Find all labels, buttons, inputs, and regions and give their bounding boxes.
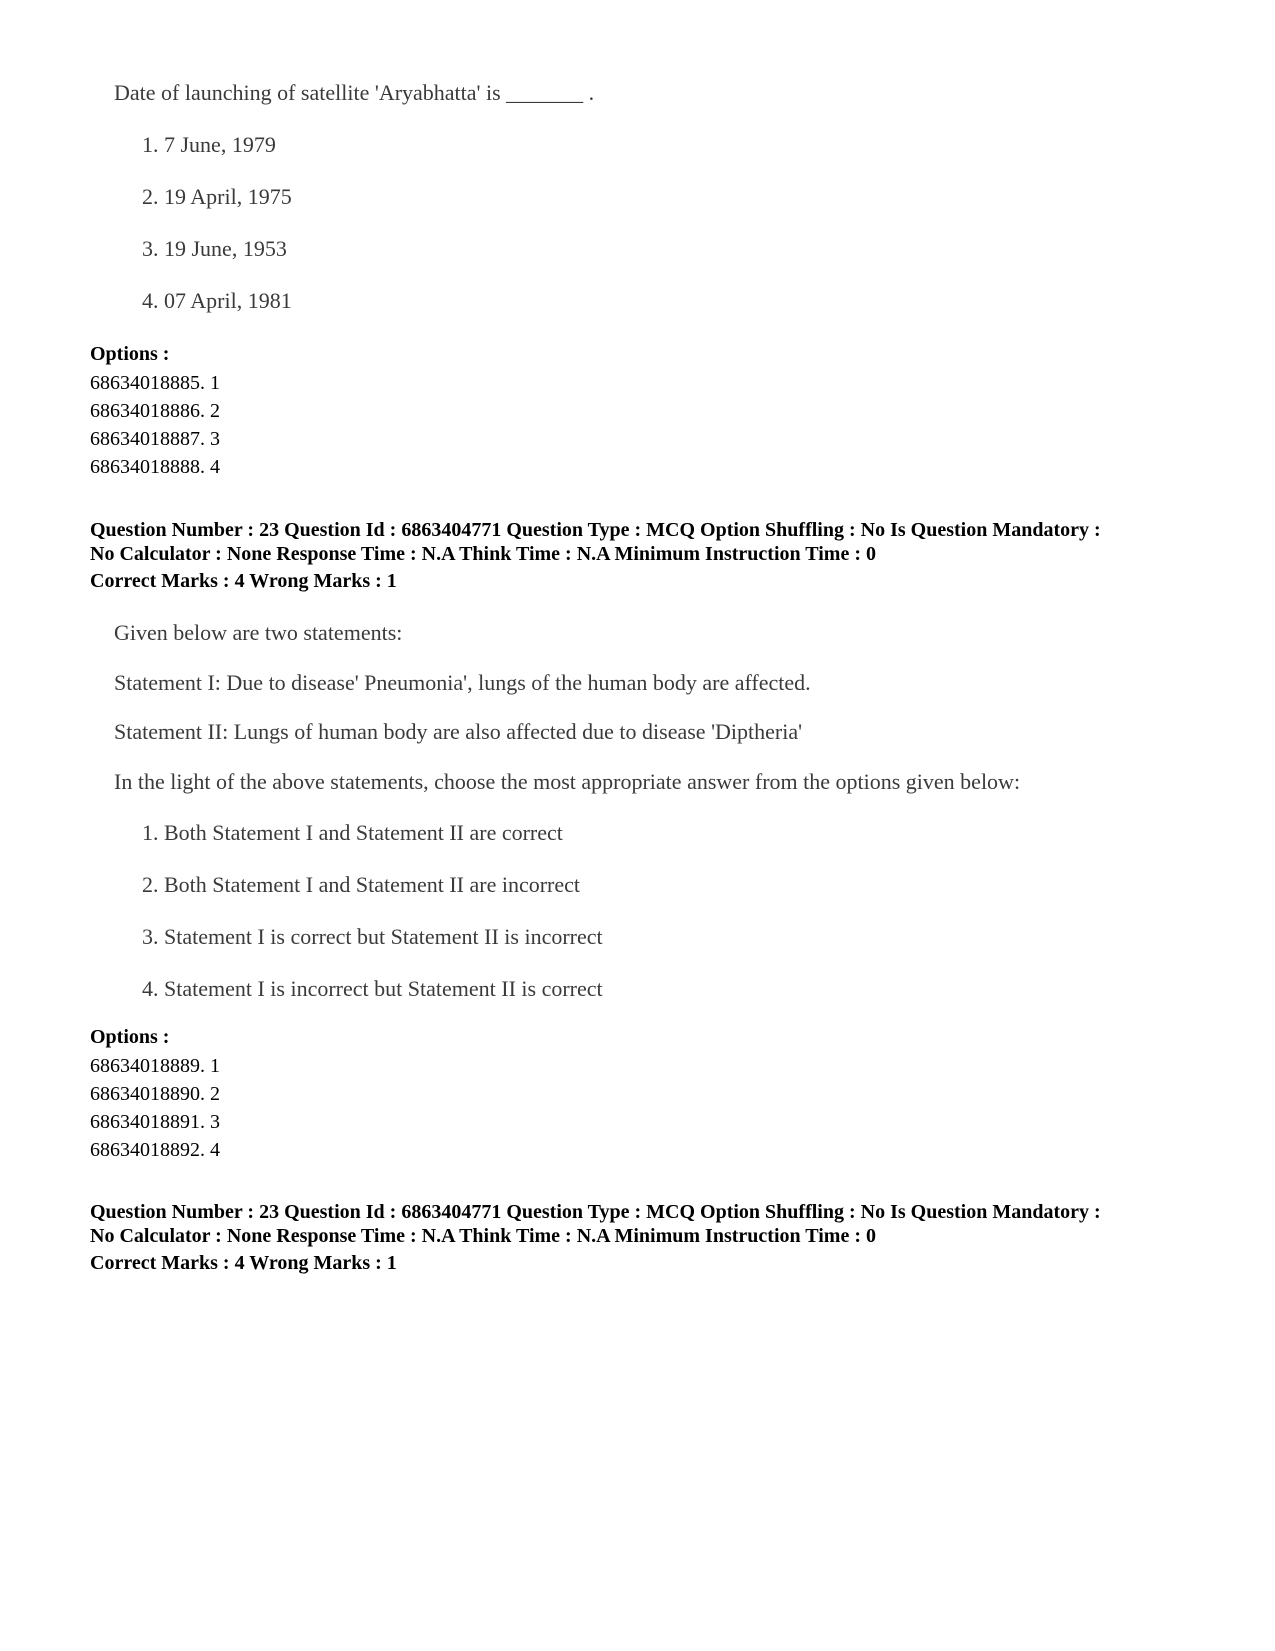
option-line: 68634018886. 2 — [90, 400, 220, 422]
question-meta-line: No Calculator : None Response Time : N.A Think Time : N.A Minimum Instruction Time : 0 — [90, 1225, 876, 1247]
question-choice: 3. Statement I is correct but Statement II is incorrect — [142, 924, 603, 949]
statement-one: Statement I: Due to disease' Pneumonia', lungs of the human body are affected. — [114, 670, 811, 695]
question-choice: 1. Both Statement I and Statement II are correct — [142, 820, 563, 845]
question-intro: Given below are two statements: — [114, 620, 403, 645]
question-choice: 4. Statement I is incorrect but Statement II is correct — [142, 976, 603, 1001]
option-line: 68634018888. 4 — [90, 456, 220, 478]
question-choice: 3. 19 June, 1953 — [142, 236, 287, 261]
options-label: Options : — [90, 343, 170, 365]
option-line: 68634018887. 3 — [90, 428, 220, 450]
question-meta-line: Question Number : 23 Question Id : 6863404771 Question Type : MCQ Option Shuffling : No Is Question Mandatory : — [90, 1201, 1101, 1223]
question-meta — [90, 518, 1200, 566]
question-choice: 1. 7 June, 1979 — [142, 132, 276, 157]
option-line: 68634018889. 1 — [90, 1055, 220, 1077]
question-choice: 2. Both Statement I and Statement II are incorrect — [142, 872, 581, 897]
option-line: 68634018885. 1 — [90, 372, 220, 394]
options-label: Options : — [90, 1026, 170, 1048]
question-meta-line: Question Number : 23 Question Id : 6863404771 Question Type : MCQ Option Shuffling : No Is Question Mandatory : — [90, 519, 1101, 541]
question-choice: 4. 07 April, 1981 — [142, 288, 292, 313]
question-meta — [90, 1200, 1200, 1248]
question-instruction: In the light of the above statements, choose the most appropriate answer from the options given below: — [114, 769, 1021, 794]
question-stem: Date of launching of satellite 'Aryabhatta' is _______ . — [114, 80, 595, 105]
statement-two: Statement II: Lungs of human body are also affected due to disease 'Diptheria' — [114, 719, 803, 744]
option-line: 68634018890. 2 — [90, 1083, 220, 1105]
question-marks: Correct Marks : 4 Wrong Marks : 1 — [90, 1252, 397, 1274]
question-choice: 2. 19 April, 1975 — [142, 184, 292, 209]
question-marks: Correct Marks : 4 Wrong Marks : 1 — [90, 570, 397, 592]
option-line: 68634018892. 4 — [90, 1139, 220, 1161]
question-meta-line: No Calculator : None Response Time : N.A Think Time : N.A Minimum Instruction Time : 0 — [90, 543, 876, 565]
option-line: 68634018891. 3 — [90, 1111, 220, 1133]
